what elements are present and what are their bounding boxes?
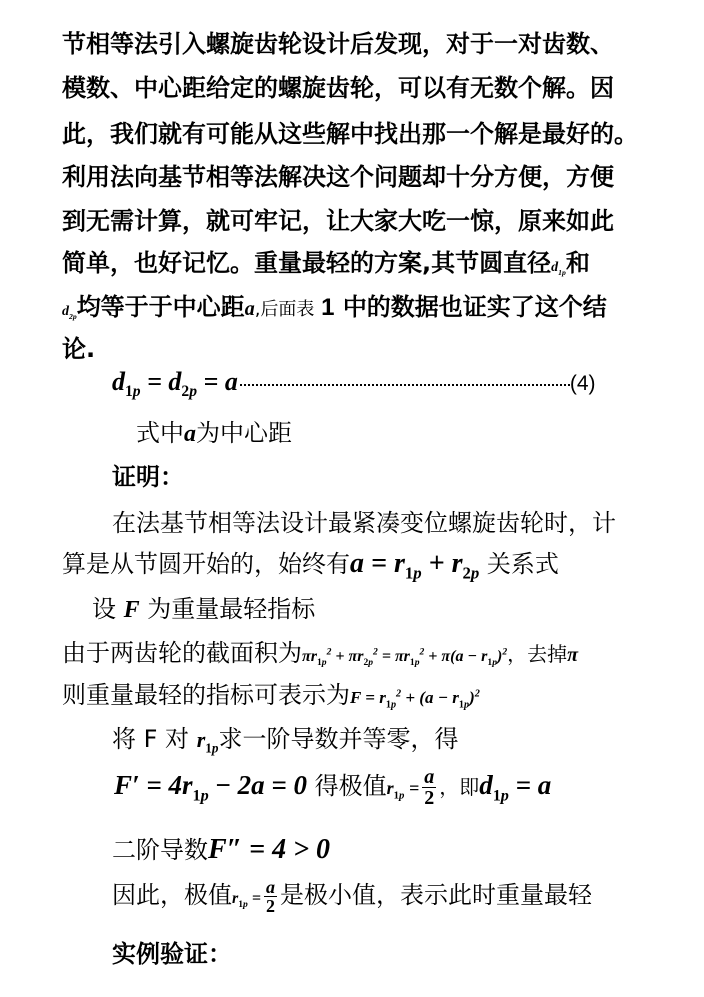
math-fraction-a-over-2-min: $\frac{a}{2}$ [265,876,275,916]
math-F: F [123,597,140,623]
proof-heading: 证明： [112,463,184,491]
proof-line-7 [114,766,551,808]
math-r1p-extremum: $r_{1p}$ = [386,778,420,802]
math-r1p-min: $r_{1p}$ = [232,890,261,911]
equation-4 [112,367,596,401]
paragraph-line-3: 此，我们就有可能从这些解中找出那一个解是最好的。 [62,120,638,148]
paragraph-line-7-text-d: 中的数据也证实了这个结 [342,293,607,321]
proof-line-3 [92,589,315,624]
where-prefix: 式中 [136,419,184,447]
equation-4-formula: $d_{1p} = d_{2p} = a$ [112,367,238,401]
where-suffix: 为中心距 [196,419,292,447]
proof-line-8 [112,830,330,866]
proof-line-2 [62,544,559,584]
math-pi: π [567,644,579,666]
math-a-eq-r1p-r2p: $a = r_{1p} + r_{2p}$ [350,548,480,583]
proof-line-8-text: 二阶导数 [112,836,208,864]
proof-line-5-text: 则重量最轻的指标可表示为 [62,681,350,709]
math-d2p: $d_{2p}$ [62,304,77,321]
proof-line-6 [112,719,458,756]
paragraph-line-6 [62,243,590,278]
math-section-area: $\pi r_{1p}^2 + \pi r_{2p}^2 = \pi r_{1p}^2 + \pi(a - r_{1p})^2$ [302,646,508,669]
math-first-derivative: $F' = 4r_{1p} - 2a = 0$ [114,770,307,805]
math-a-center-distance: a [184,421,196,447]
table-number: 1 [321,294,335,321]
example-heading: 实例验证： [112,940,232,968]
paragraph-line-5: 到无需计算，就可牢记，让大家大吃一惊，原来如此 [62,207,614,235]
paragraph-line-8: 论. [62,335,96,363]
math-d1p-eq-a: $d_{1p} = a$ [479,770,552,805]
proof-line-5 [62,675,480,710]
paragraph-line-2: 模数、中心距给定的螺旋齿轮，可以有无数个解。因 [62,74,614,102]
equation-leader-dots [240,384,570,386]
proof-line-6-suffix: 求一阶导数并等零，得 [218,725,459,753]
math-r1p: $r_{1p}$ [196,727,219,756]
proof-line-6-prefix: 将 F 对 [112,725,190,753]
math-second-derivative: F″ = 4 > 0 [208,834,331,865]
paragraph-line-6-and: 和 [565,249,590,277]
proof-line-2-text: 算是从节圆开始的，始终有 [62,550,350,578]
where-line [136,413,292,448]
math-F-definition: $F = r_{1p}^2 + (a - r_{1p})^2$ [350,688,480,711]
math-a: a [244,298,255,320]
paragraph-line-6-text: 简单，也好记忆。重量最轻的方案,其节圆直径 [62,249,552,277]
paragraph-line-7-text-b: ,后面表 [254,299,315,320]
paragraph-line-7 [62,287,607,322]
paragraph-line-4: 利用法向基节相等法解决这个问题却十分方便，方便 [62,163,614,191]
proof-line-1: 在法基节相等法设计最紧凑变位螺旋齿轮时，计 [112,509,616,537]
proof-line-4-text: 由于两齿轮的截面积为 [62,639,302,667]
proof-line-7-text-a: 得极值 [314,772,387,800]
paragraph-line-1: 节相等法引入螺旋齿轮设计后发现，对于一对齿数、 [62,30,614,58]
proof-line-4-suffix: ，去掉 [507,642,568,666]
proof-line-2-suffix: 关系式 [486,550,559,578]
proof-line-9-prefix: 因此，极值 [112,881,232,909]
proof-line-3-suffix: 为重量最轻指标 [147,595,316,623]
proof-line-7-text-b: ，即 [439,775,480,799]
proof-line-9 [112,875,592,915]
proof-line-9-suffix: 是极小值，表示此时重量最轻 [279,881,592,909]
proof-line-4 [62,633,578,668]
proof-line-3-prefix: 设 [92,595,116,623]
paragraph-line-7-text-a: 均等于于中心距 [76,293,245,321]
equation-4-number: (4) [569,372,596,395]
math-d1p: $d_{1p}$ [551,260,566,277]
math-fraction-a-over-2: $\frac{a}{2}$ [424,765,435,809]
